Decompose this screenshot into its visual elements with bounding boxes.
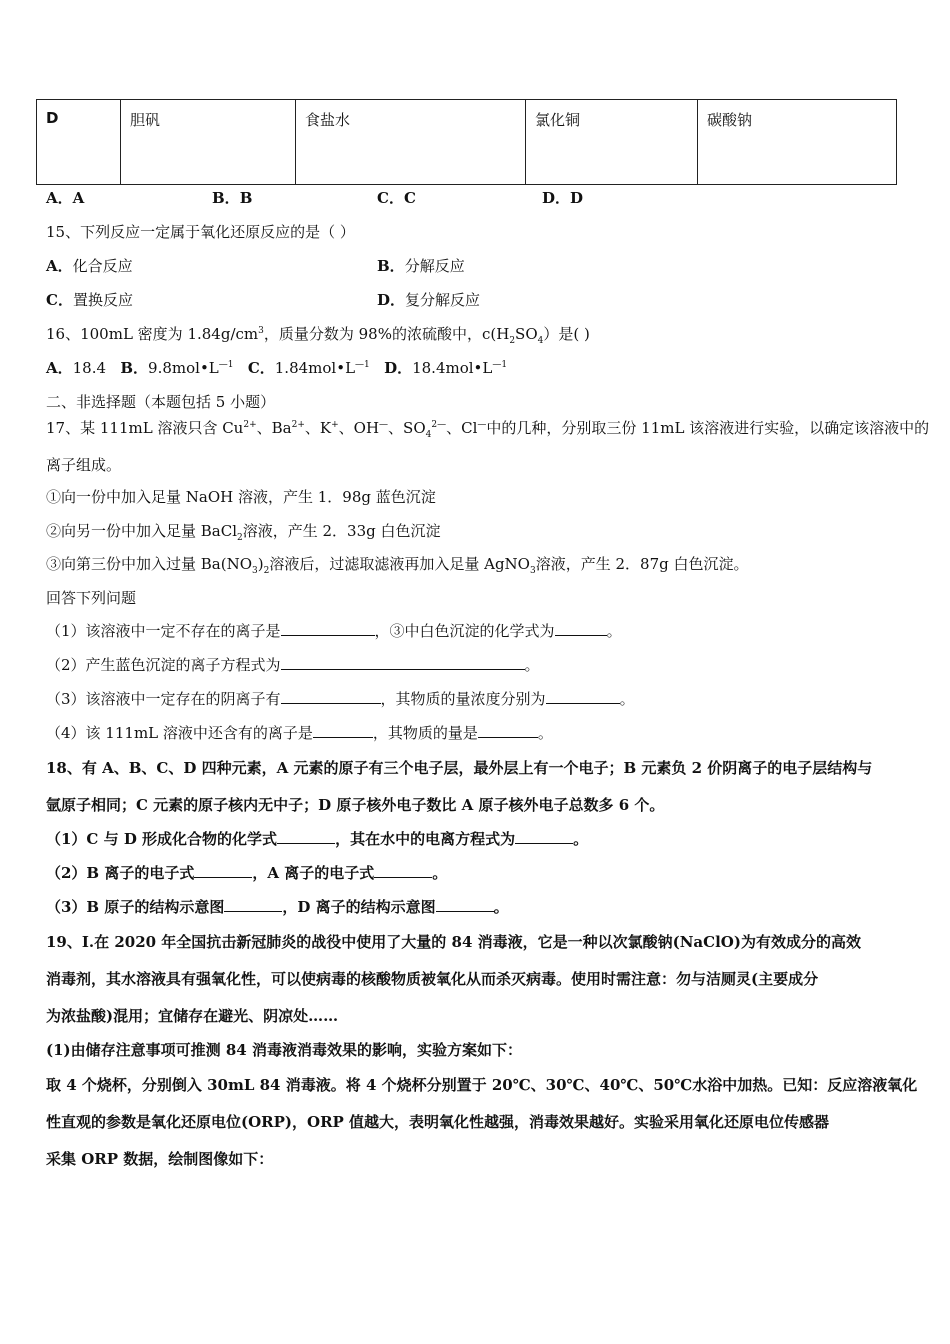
q19-line-4: (1)由储存注意事项可推测 84 消毒液消毒效果的影响，实验方案如下： <box>46 1041 522 1059</box>
q15-stem: 15、下列反应一定属于氧化还原反应的是（ ） <box>46 223 355 241</box>
answer-blank[interactable] <box>436 897 494 912</box>
answer-blank[interactable] <box>374 863 432 878</box>
answer-blank[interactable] <box>478 723 538 738</box>
answer-blank[interactable] <box>277 829 335 844</box>
answer-blank[interactable] <box>515 829 573 844</box>
q17-part-1: （1）该溶液中一定不存在的离子是 ，③中白色沉淀的化学式为 。 <box>46 622 622 640</box>
q14-choice-a: A．A <box>46 189 85 207</box>
q19-line-2: 消毒剂，其水溶液具有强氧化性，可以使病毒的核酸物质被氧化从而杀灭病毒。使用时需注意：勿与洁厕灵(主要成分 <box>46 970 819 988</box>
q19-line-6: 性直观的参数是氧化还原电位(ORP)，ORP 值越大，表明氧化性越强，消毒效果越好。实验采用氧化还原电位传感器 <box>46 1113 830 1131</box>
q19-line-7: 采集 ORP 数据，绘制图像如下： <box>46 1150 274 1168</box>
answer-blank[interactable] <box>194 863 252 878</box>
q14-choice-d: D．D <box>542 189 584 207</box>
answer-blank[interactable] <box>313 723 373 738</box>
q15-choice-d: D．复分解反应 <box>377 291 481 309</box>
table-cell: 食盐水 <box>296 100 526 185</box>
q19-line-1: 19、I.在 2020 年全国抗击新冠肺炎的战役中使用了大量的 84 消毒液，它是一种以次氯酸钠(NaClO)为有效成分的高效 <box>46 933 861 951</box>
q18-stem-line2: 氩原子相同；C 元素的原子核内无中子；D 原子核外电子数比 A 原子核外电子总数多 6 个。 <box>46 796 665 814</box>
answer-blank[interactable] <box>281 621 375 636</box>
q17-stem: 17、某 111mL 溶液只含 $Cu^{2+}$、$Ba^{2+}$、K+、OH—、$SO_4^{2—}$、Cl—中的几种，分别取三份 11mL 该溶液进行实验，以确定该溶液中的 <box>46 419 930 440</box>
table-cell: 氯化铜 <box>526 100 698 185</box>
q14-choice-c: C．C <box>377 189 416 207</box>
table-cell: 碳酸钠 <box>698 100 897 185</box>
q15-choice-b: B．分解反应 <box>377 257 465 275</box>
q17-answer-prompt: 回答下列问题 <box>46 589 137 607</box>
q18-part-2: （2）B 离子的电子式 ，A 离子的电子式 。 <box>46 864 448 882</box>
table-row <box>37 100 897 185</box>
options-table <box>36 99 897 185</box>
table-cell: D <box>37 100 121 185</box>
q17-part-4: （4）该 111mL 溶液中还含有的离子是 ，其物质的量是 。 <box>46 724 553 742</box>
answer-blank[interactable] <box>546 689 620 704</box>
q18-stem: 18、有 A、B、C、D 四种元素，A 元素的原子有三个电子层，最外层上有一个电子；B 元素负 2 价阴离子的电子层结构与 <box>46 759 873 777</box>
q15-choice-a: A．化合反应 <box>46 257 133 275</box>
q17-part-2: （2）产生蓝色沉淀的离子方程式为 。 <box>46 656 540 674</box>
q17-experiment-1: ①向一份中加入足量 NaOH 溶液，产生 1．98g 蓝色沉淀 <box>46 488 436 506</box>
q15-choice-c: C．置换反应 <box>46 291 133 309</box>
q19-line-5: 取 4 个烧杯，分别倒入 30mL 84 消毒液。将 4 个烧杯分别置于 20℃、30℃、40℃、50℃水浴中加热。已知：反应溶液氧化 <box>46 1076 918 1094</box>
answer-blank[interactable] <box>555 621 607 636</box>
answer-blank[interactable] <box>224 897 282 912</box>
section-heading: 二、非选择题（本题包括 5 小题） <box>46 393 276 411</box>
q17-stem-line2: 离子组成。 <box>46 456 122 474</box>
q14-choice-b: B．B <box>212 189 253 207</box>
q17-experiment-3: ③向第三份中加入过量 $Ba(NO_3)_2$溶液后，过滤取滤液再加入足量 AgNO$_3$溶液，产生 2．87g 白色沉淀。 <box>46 555 749 576</box>
answer-blank[interactable] <box>281 689 381 704</box>
answer-blank[interactable] <box>281 655 525 670</box>
q16-stem: 16、100mL 密度为 $1.84g/cm^3$，质量分数为 98%的浓硫酸中，$c(H_2SO_4)$是( ) <box>46 325 590 346</box>
q16-choices: A．18.4 B．$9.8mol•L^{—1}$ C．$1.84mol•L^{—1}$ D．$18.4mol•L^{—1}$ <box>46 359 508 377</box>
q19-line-3: 为浓盐酸)混用；宜储存在避光、阴凉处…… <box>46 1007 339 1025</box>
table-cell: 胆矾 <box>121 100 296 185</box>
q18-part-1: （1）C 与 D 形成化合物的化学式 ，其在水中的电离方程式为 。 <box>46 830 589 848</box>
q18-part-3: （3）B 原子的结构示意图 ，D 离子的结构示意图 。 <box>46 898 509 916</box>
q17-part-3: （3）该溶液中一定存在的阴离子有 ，其物质的量浓度分别为 。 <box>46 690 635 708</box>
q17-experiment-2: ②向另一份中加入足量 BaCl$_2$溶液，产生 2．33g 白色沉淀 <box>46 522 441 543</box>
